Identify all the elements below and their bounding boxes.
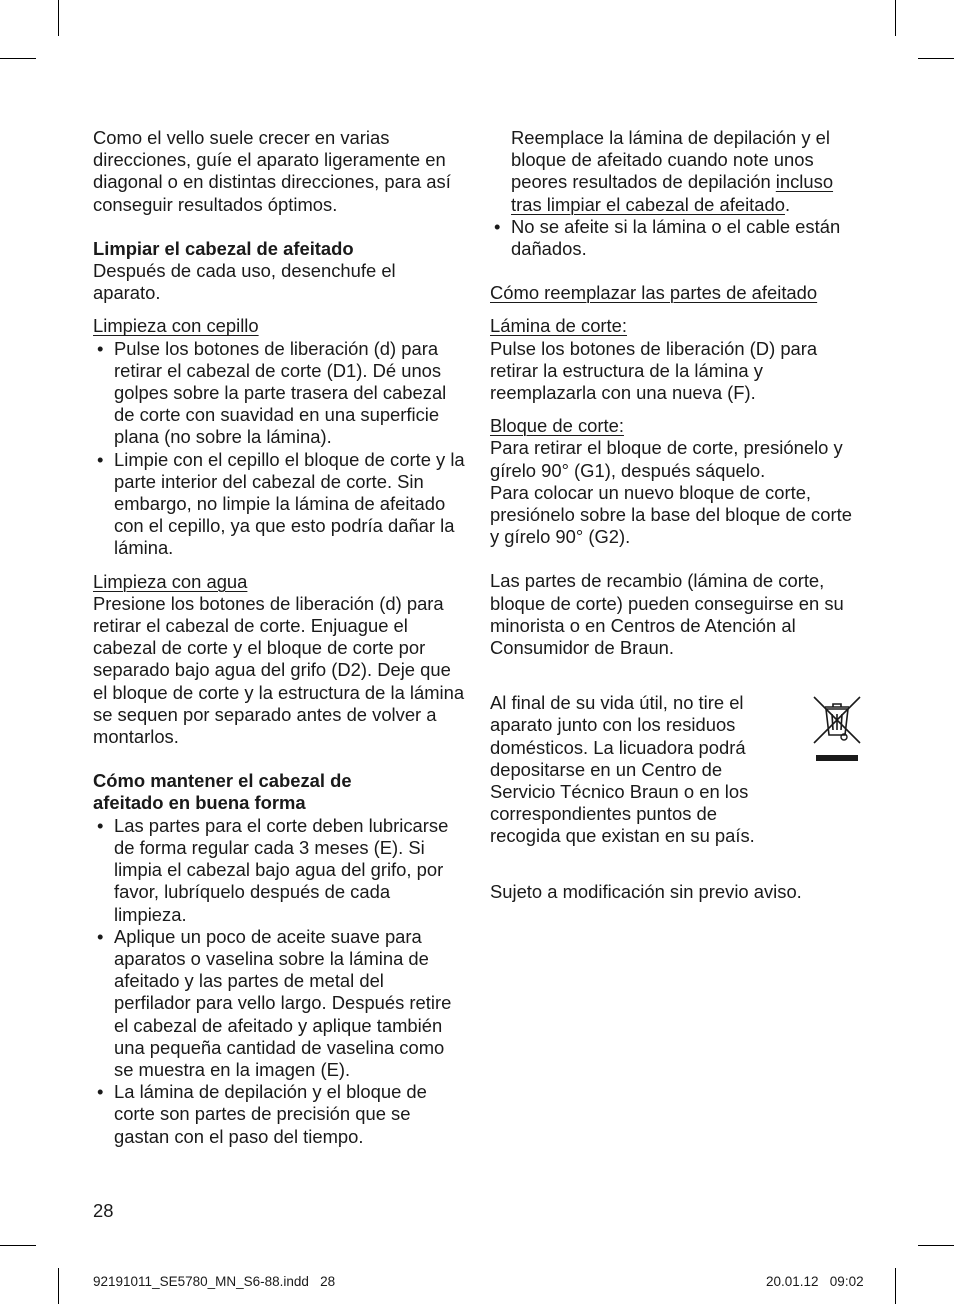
- crop-mark-bl-h: [0, 1245, 36, 1246]
- cleaning-heading: Limpiar el cabezal de afeitado: [93, 237, 354, 259]
- continued-end: .: [784, 193, 791, 215]
- continued-underlined-text: incluso tras limpiar el cabezal de afeitado: [511, 171, 834, 215]
- list-item: • Aplique un poco de aceite suave para aparatos o vaselina sobre la lámina de afeitado y las partes de metal del perfilador para vello largo. Después retire el cabezal de afeitado y aplique también una pequeña cantidad de vaselina como se muestra en la imagen (E).: [93, 926, 465, 1081]
- block-paragraph-1: Para retirar el bloque de corte, presiónelo y gírelo 90° (G1), después sáquelo.: [490, 437, 843, 481]
- page-number: 28: [93, 1200, 114, 1221]
- foil-paragraph: Pulse los botones de liberación (D) para retirar la estructura de la lámina y reemplazarla con una nueva (F).: [490, 337, 818, 404]
- spare-parts-paragraph: Las partes de recambio (lámina de corte, bloque de corte) pueden conseguirse en su minorista o en Centros de Atención al Consumidor de Braun.: [490, 570, 844, 659]
- crossed-out-wheelie-bin-icon: [812, 695, 862, 765]
- warning-list: [490, 216, 864, 260]
- footer-file: 92191011_SE5780_MN_S6-88.indd 28: [93, 1274, 336, 1289]
- list-item: • Limpie con el cepillo el bloque de corte y la parte interior del cabezal de corte. Sin embargo, no limpie la lámina de afeitado con el cepillo, ya que esto podría dañar la lámina.: [93, 449, 465, 560]
- crop-mark-br-h: [918, 1245, 954, 1246]
- list-item: • Las partes para el corte deben lubricarse de forma regular cada 3 meses (E). Si limpia el cabezal bajo agua del grifo, por favor, lubríquelo después de cada limpieza.: [93, 815, 465, 926]
- brush-heading: Limpieza con cepillo: [93, 315, 259, 337]
- crop-mark-tr-h: [918, 58, 954, 59]
- list-item: • No se afeite si la lámina o el cable están dañados.: [490, 216, 864, 260]
- water-heading: Limpieza con agua: [93, 570, 248, 592]
- maintain-list: [93, 815, 465, 1148]
- right-column: [490, 127, 864, 903]
- block-paragraph-2: Para colocar un nuevo bloque de corte, presiónelo sobre la base del bloque de corte y gírelo 90° (G2).: [490, 481, 852, 548]
- continued-paragraph: [490, 127, 864, 216]
- intro-paragraph: Como el vello suele crecer en varias direcciones, guíe el aparato ligeramente en diagonal o en distintas direcciones, para así conseguir resultados óptimos.: [93, 127, 451, 215]
- crop-mark-bl-v: [58, 1268, 59, 1304]
- disposal-paragraph: Al final de su vida útil, no tire el aparato junto con los residuos domésticos. La licuadora podrá depositarse en un Centro de Servicio Técnico Braun o en los correspondientes puntos de recogida que existan en su país.: [490, 692, 755, 847]
- brush-list: [93, 338, 465, 560]
- footer-datetime: 20.01.12 09:02: [766, 1274, 864, 1289]
- crop-mark-br-v: [895, 1268, 896, 1304]
- foil-heading: Lámina de corte:: [490, 315, 627, 337]
- water-paragraph: Presione los botones de liberación (d) para retirar el cabezal de corte. Enjuague el cabezal de corte y el bloque de corte por separado bajo agua del grifo (D2). Deje que el bloque de corte y la estructura de la lámina se sequen por separado antes de volver a montarlos.: [93, 592, 465, 748]
- crop-mark-tr-v: [895, 0, 896, 36]
- crop-mark-tl-v: [58, 0, 59, 36]
- replace-heading: Cómo reemplazar las partes de afeitado: [490, 282, 818, 304]
- continued-text: Reemplace la lámina de depilación y el bloque de afeitado cuando note unos peores resultados de depilación: [511, 127, 830, 193]
- block-heading: Bloque de corte:: [490, 415, 624, 437]
- left-column: [93, 127, 465, 1148]
- crop-mark-tl-h: [0, 58, 36, 59]
- cleaning-intro: Después de cada uso, desenchufe el aparato.: [93, 260, 396, 304]
- list-item: • Pulse los botones de liberación (d) para retirar el cabezal de corte (D1). Dé unos golpes sobre la parte trasera del cabezal de corte con suavidad en una superficie plana (no sobre la lámina).: [93, 338, 465, 449]
- maintain-heading: Cómo mantener el cabezal de afeitado en buena forma: [93, 770, 352, 814]
- notice-paragraph: Sujeto a modificación sin previo aviso.: [490, 880, 802, 902]
- list-item: • La lámina de depilación y el bloque de corte son partes de precisión que se gastan con el paso del tiempo.: [93, 1081, 465, 1148]
